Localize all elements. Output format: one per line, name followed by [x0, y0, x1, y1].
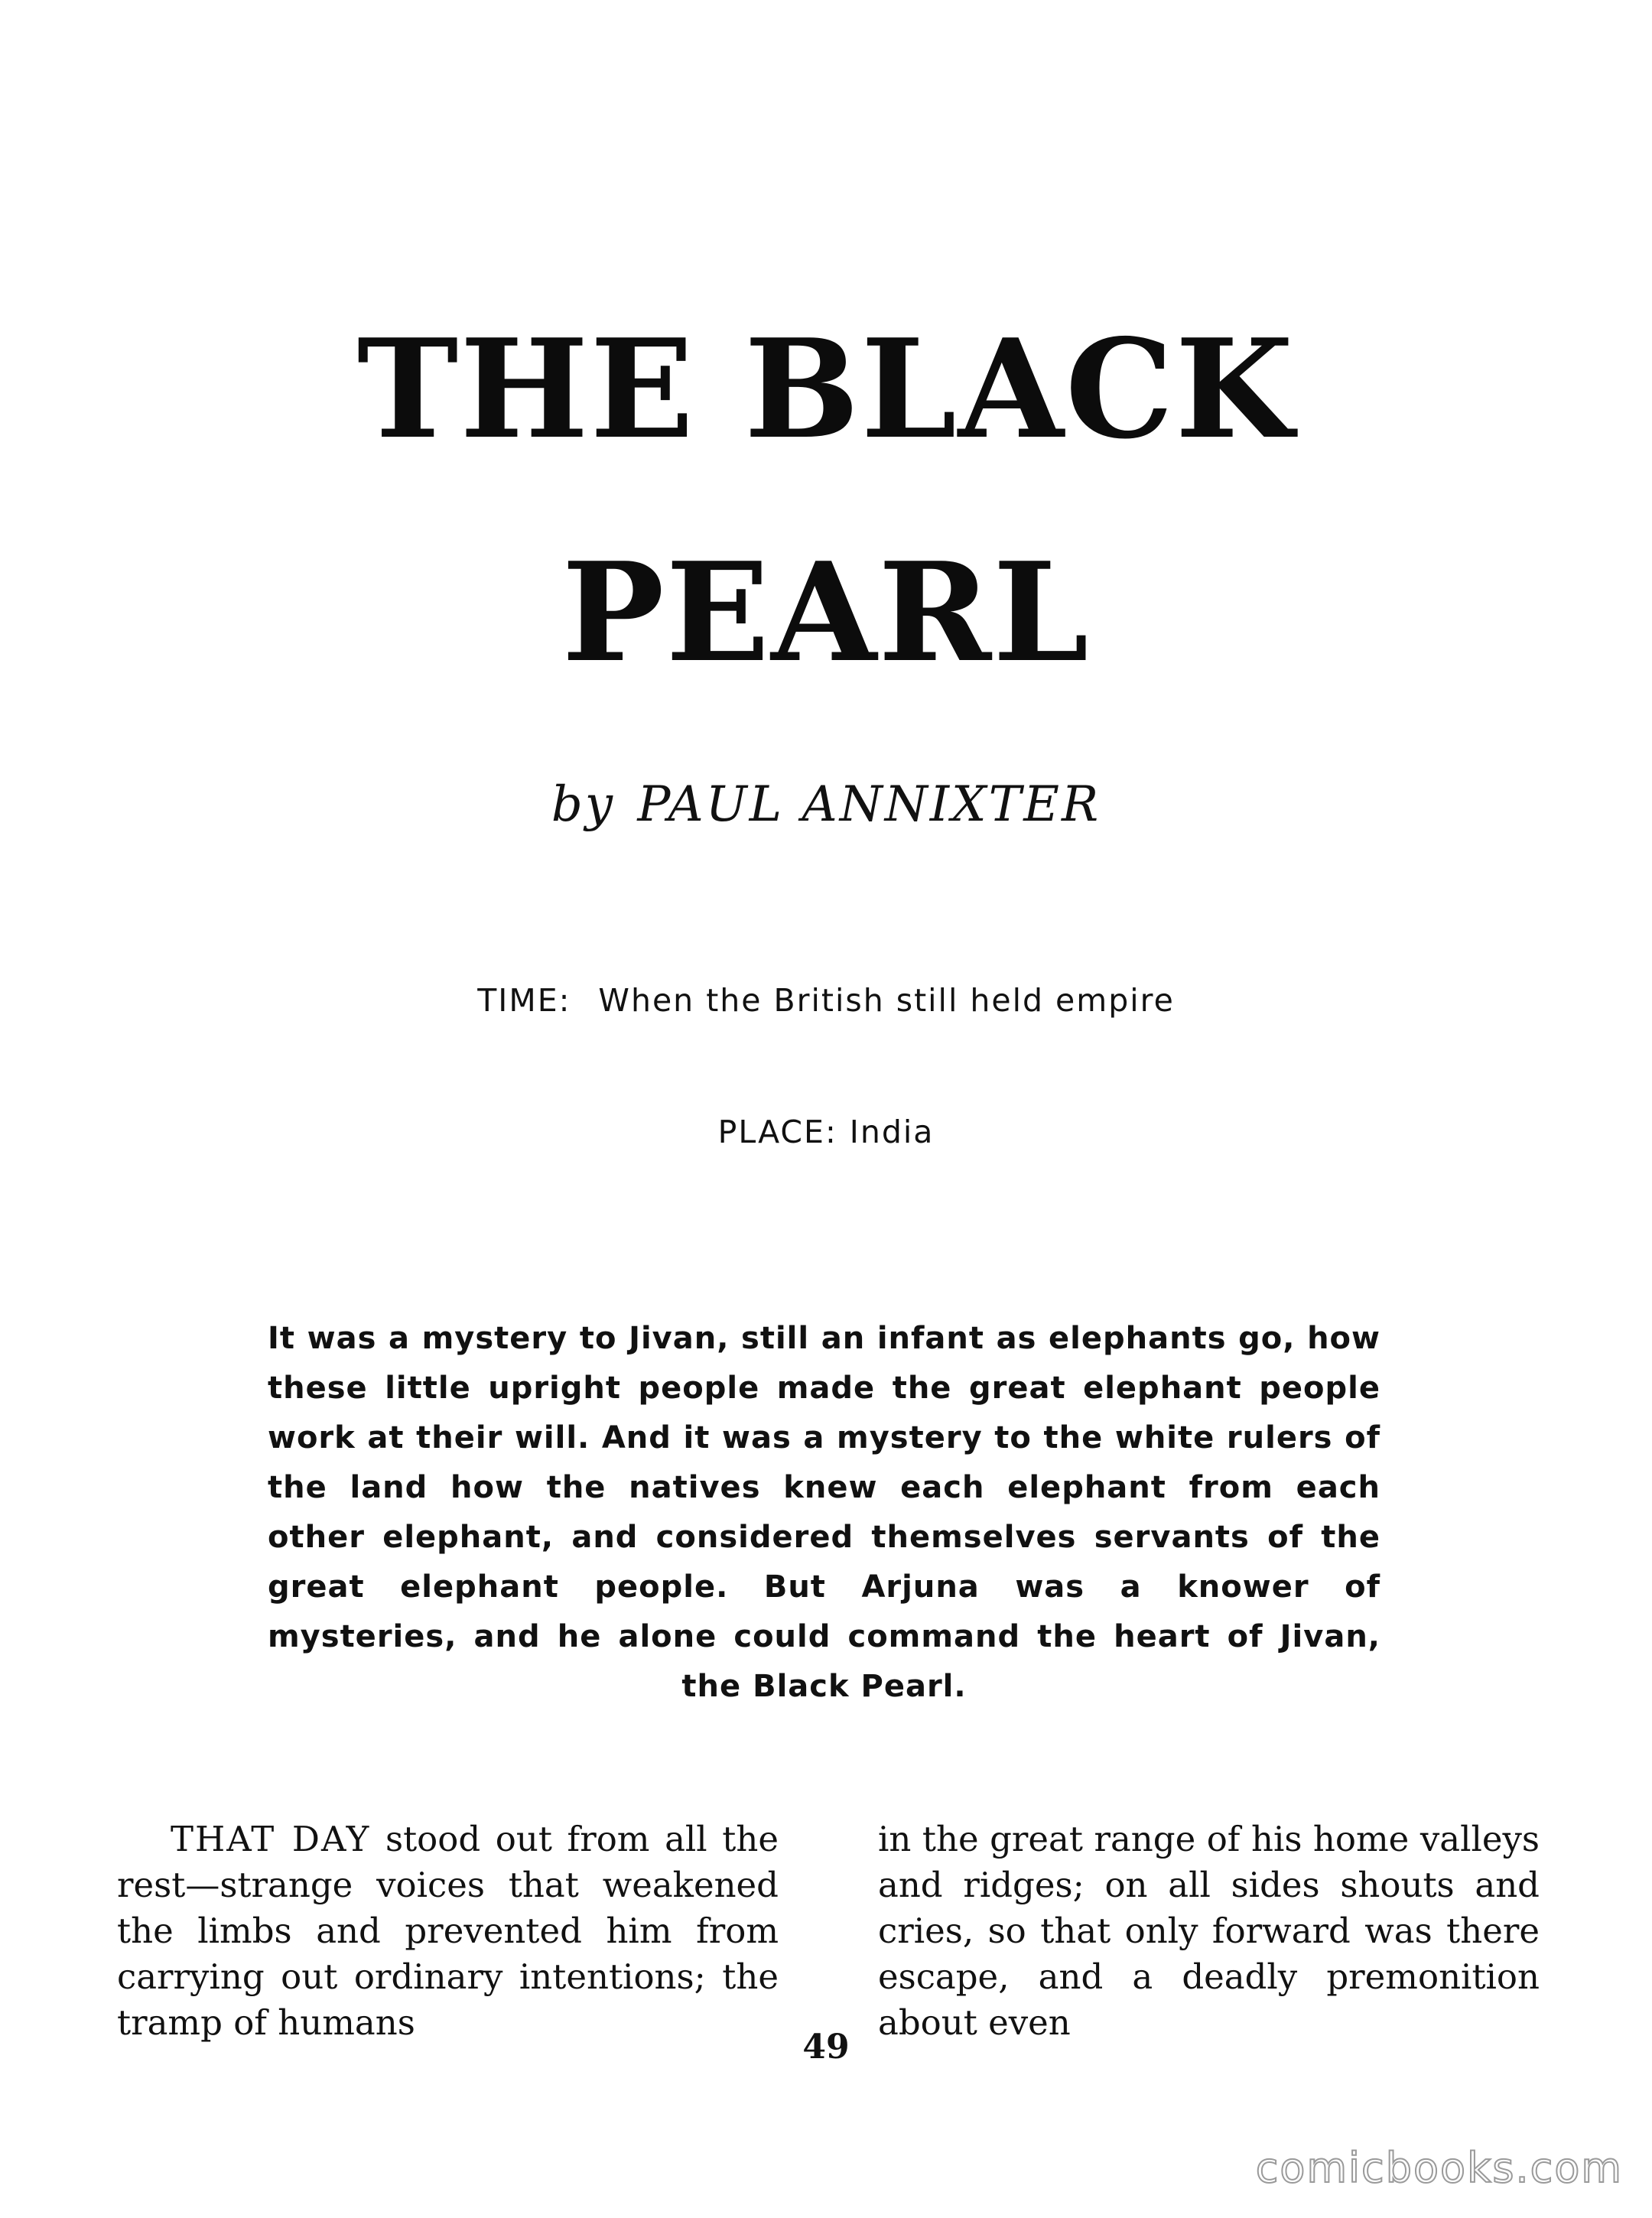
author-name: PAUL ANNIXTER	[637, 776, 1101, 833]
left-column-text: stood out from all the rest—strange voices that weakened the limbs and prevented him from carrying out ordinary intentions; the tramp of humans	[117, 1819, 779, 2043]
byline	[0, 776, 1652, 833]
place-value: India	[849, 1114, 935, 1150]
lead-in: THAT DAY	[171, 1819, 371, 1859]
time-value: When the British still held empire	[598, 982, 1175, 1019]
byline-by: by	[551, 776, 615, 833]
page-number: 49	[802, 2028, 850, 2067]
watermark-logo: comicbooks.com	[1255, 2144, 1623, 2192]
time-label: TIME:	[477, 982, 571, 1019]
place-label: PLACE:	[717, 1114, 837, 1150]
story-title-line-2: PEARL	[561, 532, 1091, 692]
intro-blurb: It was a mystery to Jivan, still an infant as elephants go, how these little upright people made the great elephant people work at their will. And it was a mystery to the white rulers of the land how the natives knew each elephant from each other elephant, and considered themselves servants of the great elephant people. But Arjuna was a knower of mysteries, and he alone could command the heart of Jivan, the Black Pearl.	[268, 1321, 1380, 1704]
time-setting	[0, 982, 1652, 1019]
body-column-left	[117, 1816, 779, 2046]
place-setting	[0, 1114, 1652, 1150]
story-title-line-1: THE BLACK	[356, 309, 1296, 469]
body-column-right: in the great range of his home valleys and ridges; on all sides shouts and cries, so that only forward was there escape, and a deadly premonition about even	[878, 1819, 1540, 2043]
